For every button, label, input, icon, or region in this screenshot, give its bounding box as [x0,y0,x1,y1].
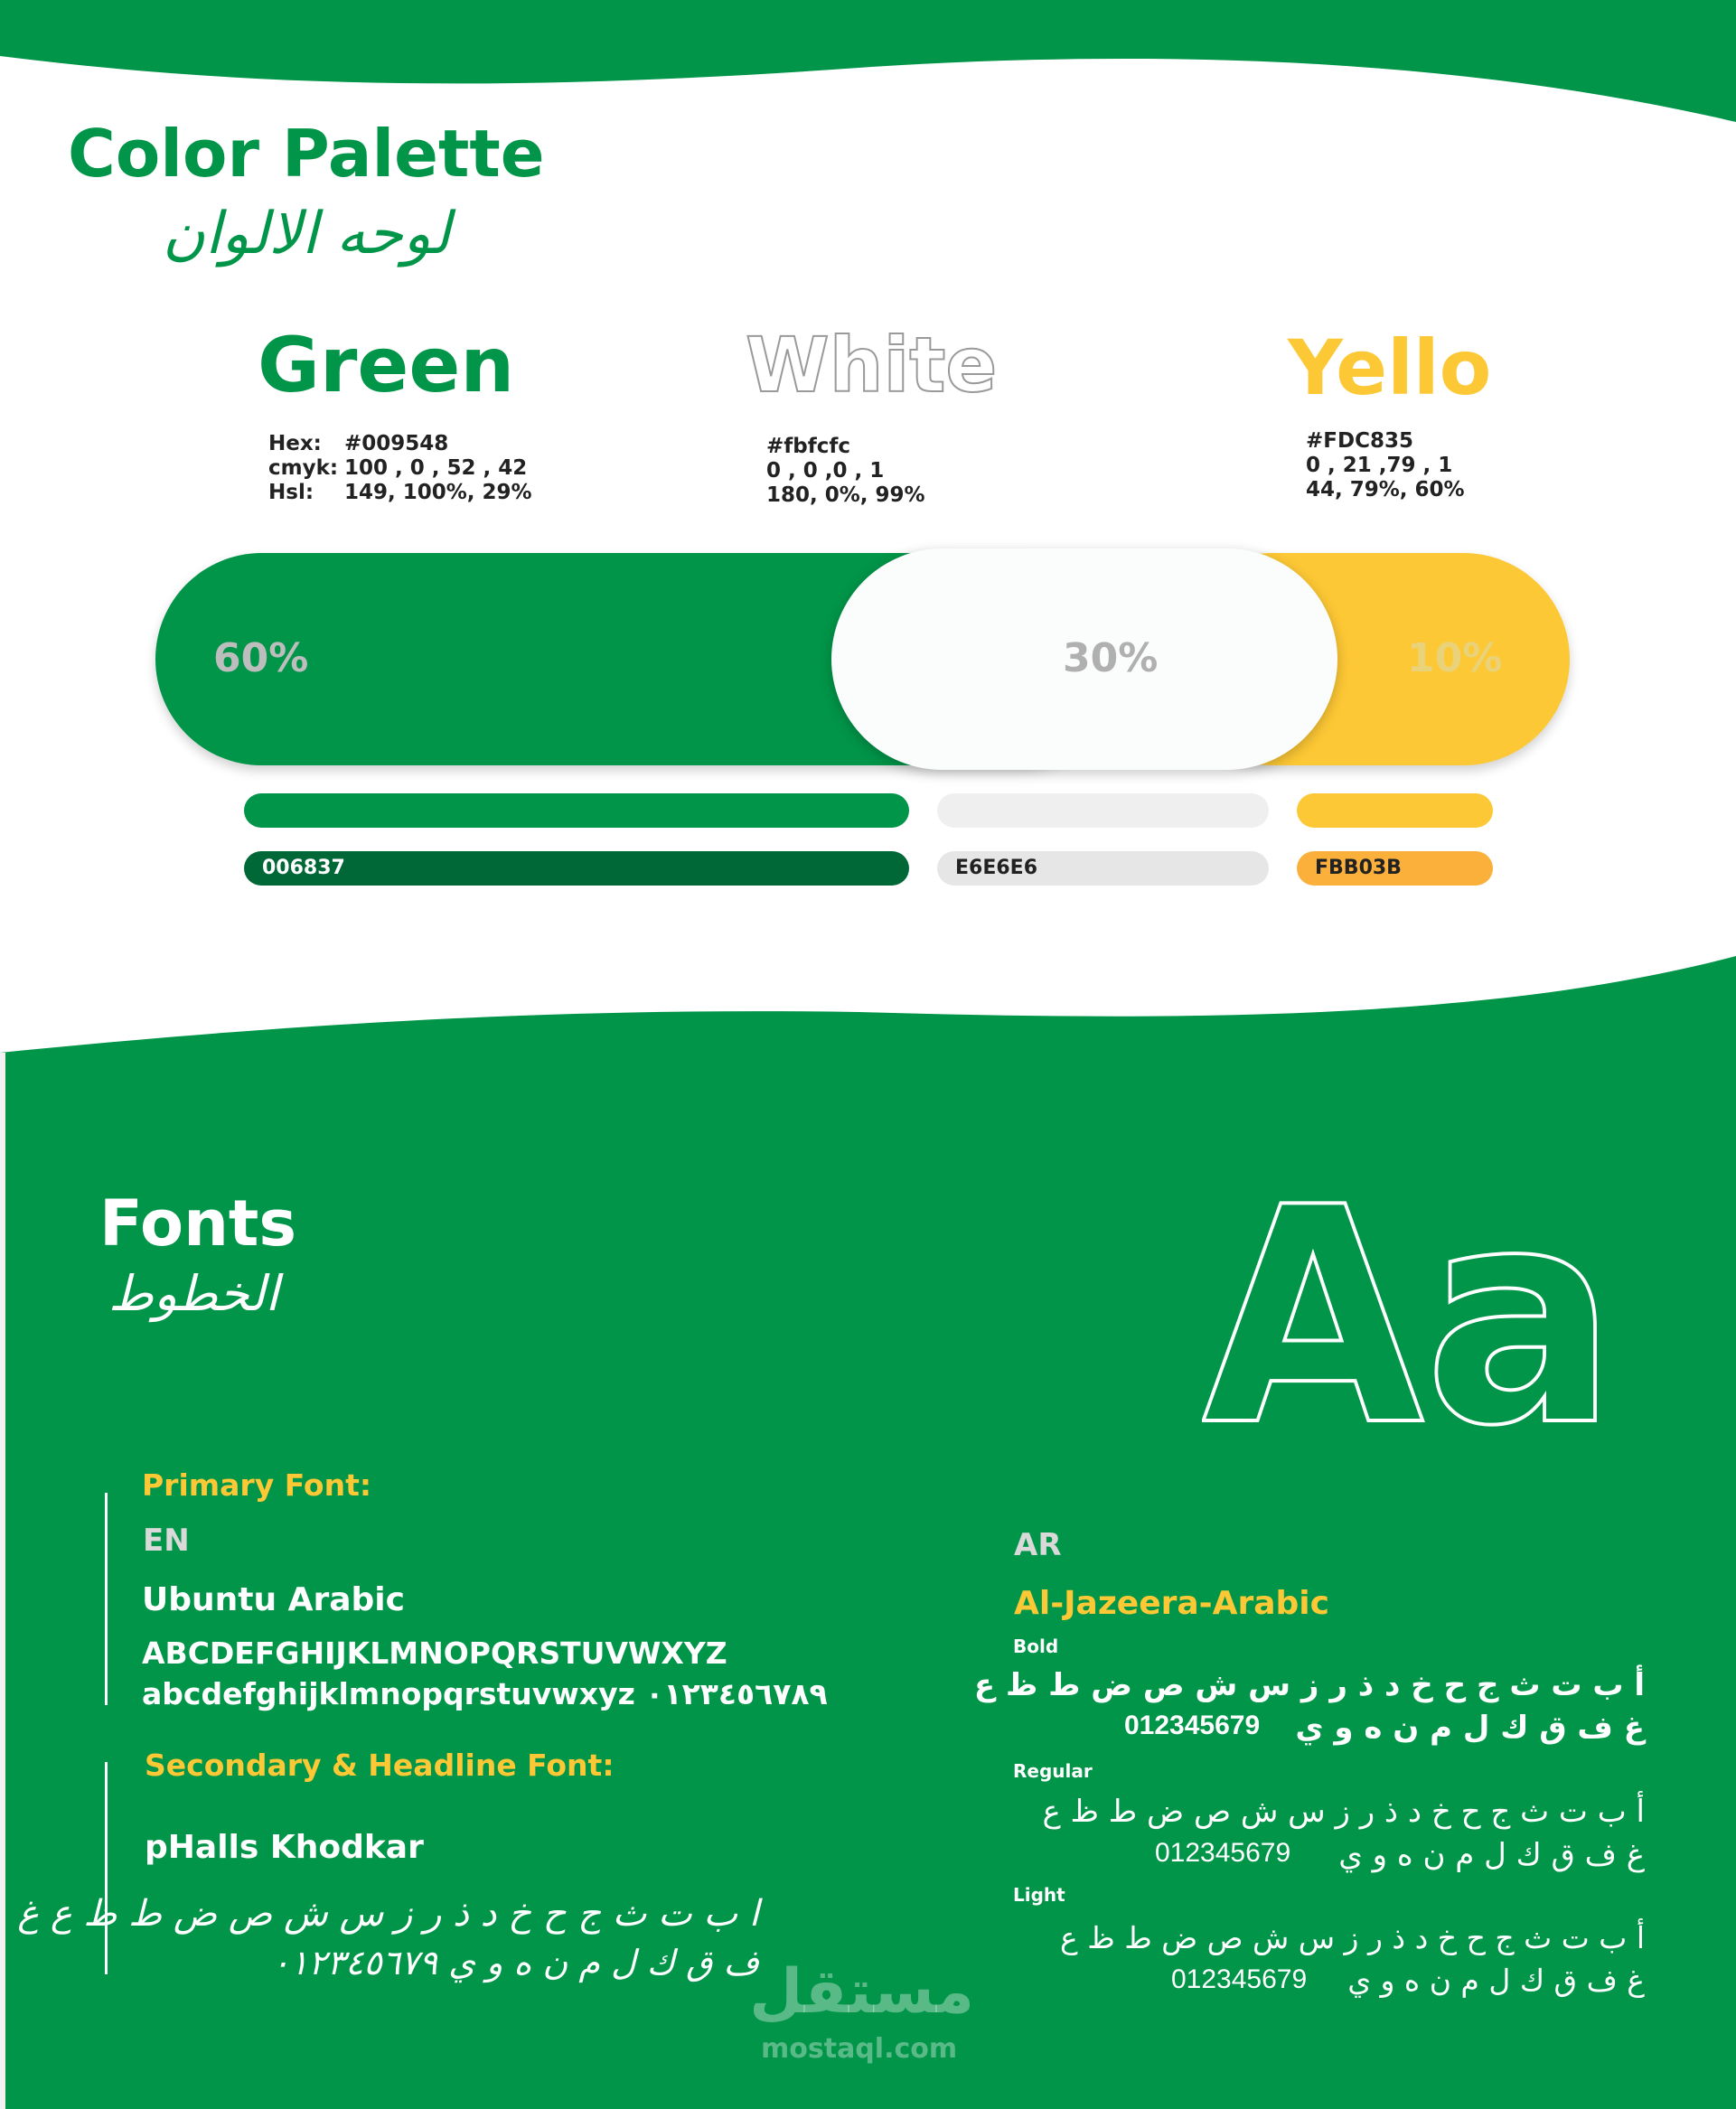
weight-label-light: Light [1013,1884,1065,1906]
spec-label: cmyk: [268,456,339,480]
percent-green: 60% [213,635,309,681]
weight-label-regular: Regular [1013,1760,1093,1782]
fonts-title-arabic: الخطوط [108,1265,279,1322]
secondary-font-label: Secondary & Headline Font: [145,1748,615,1783]
fonts-title: Fonts [99,1186,297,1261]
sample-glyph-text: Aa [1202,1184,1618,1455]
divider-secondary [105,1762,108,1974]
weight-label-bold: Bold [1013,1636,1059,1657]
white-specs [766,435,925,508]
sample-glyph-outline [1202,1184,1627,1455]
spec-row [268,481,532,505]
shade-bar-dark-green: 006837 [244,851,909,886]
spec-row: #fbfcfc [766,435,851,458]
swatch-name-white: White [746,321,998,409]
green-specs [268,432,532,505]
watermark-logo: مستقل [749,1956,974,2028]
weight-regular-line2: غ ف ق ك ل م ن ه و ي [1338,1837,1645,1873]
bar-white [937,793,1269,828]
yellow-specs [1306,429,1465,502]
divider-primary [105,1493,108,1705]
bar-green [244,793,909,828]
percent-yellow: 10% [1407,635,1503,681]
weight-light-digits: 012345679 [1171,1964,1308,1994]
spec-row: #FDC835 [1306,429,1413,453]
top-wave [0,0,1736,122]
swatch-name-green: Green [258,321,515,409]
spec-row: 0 , 21 ,79 , 1 [1306,454,1453,477]
secondary-sample-line2: ف ق ك ل م ن ه و ي ٠١٢٣٤٥٦٧٩ [271,1943,759,1982]
ar-label: AR [1014,1527,1062,1563]
spec-value: 149, 100%, 29% [344,481,532,504]
spec-row: 44, 79%, 60% [1306,478,1465,501]
weight-light-line2: غ ف ق ك ل م ن ه و ي [1347,1963,1645,1998]
weight-bold-line2: غ ف ق ك ل م ن ه و ي [1295,1710,1645,1746]
watermark-url: mostaql.com [761,2033,958,2065]
shade-bar-light-grey: E6E6E6 [937,851,1269,886]
page-left-edge [0,1053,5,2109]
en-label: EN [143,1523,190,1559]
weight-light-line1: أ ب ت ث ج ح خ د ذ ر ز س ش ص ض ط ظ ع [1060,1920,1645,1955]
spec-row [268,456,532,481]
spec-row: 0 , 0 ,0 , 1 [766,459,885,483]
secondary-font-name: pHalls Khodkar [145,1829,424,1866]
percent-white: 30% [1063,635,1159,681]
palette-title: Color Palette [68,116,545,192]
weight-regular-line1: أ ب ت ث ج ح خ د ذ ر ز س ش ص ض ط ظ ع [1042,1794,1645,1830]
swatch-name-yellow: Yello [1288,323,1492,412]
ar-font-name: Al-Jazeera-Arabic [1014,1585,1329,1622]
weight-bold-digits: 012345679 [1124,1711,1261,1740]
primary-upper-sample: ABCDEFGHIJKLMNOPQRSTUVWXYZ [142,1636,727,1671]
bar-yellow [1297,793,1493,828]
secondary-sample-line1: ا ب ت ث ج ح خ د ذ ر ز س ش ص ض ط ظ ع غ [17,1893,759,1935]
spec-row [268,432,532,456]
primary-lower-sample: abcdefghijklmnopqrstuvwxyz ٠١٢٣٤٥٦٧٨٩ [142,1676,828,1711]
spec-row: 180, 0%, 99% [766,483,925,507]
spec-value: 100 , 0 , 52 , 42 [344,456,528,480]
shade-bar-orange: FBB03B [1297,851,1493,886]
spec-label: Hex: [268,432,322,455]
spec-label: Hsl: [268,481,314,504]
primary-font-name: Ubuntu Arabic [142,1581,405,1618]
palette-title-arabic: لوحه الالوان [163,201,451,267]
primary-font-label: Primary Font: [142,1467,372,1503]
weight-bold-line1: أ ب ت ث ج ح خ د ذ ر ز س ش ص ض ط ظ ع [973,1667,1645,1703]
weight-regular-digits: 012345679 [1155,1838,1291,1868]
spec-value: #009548 [344,432,449,455]
